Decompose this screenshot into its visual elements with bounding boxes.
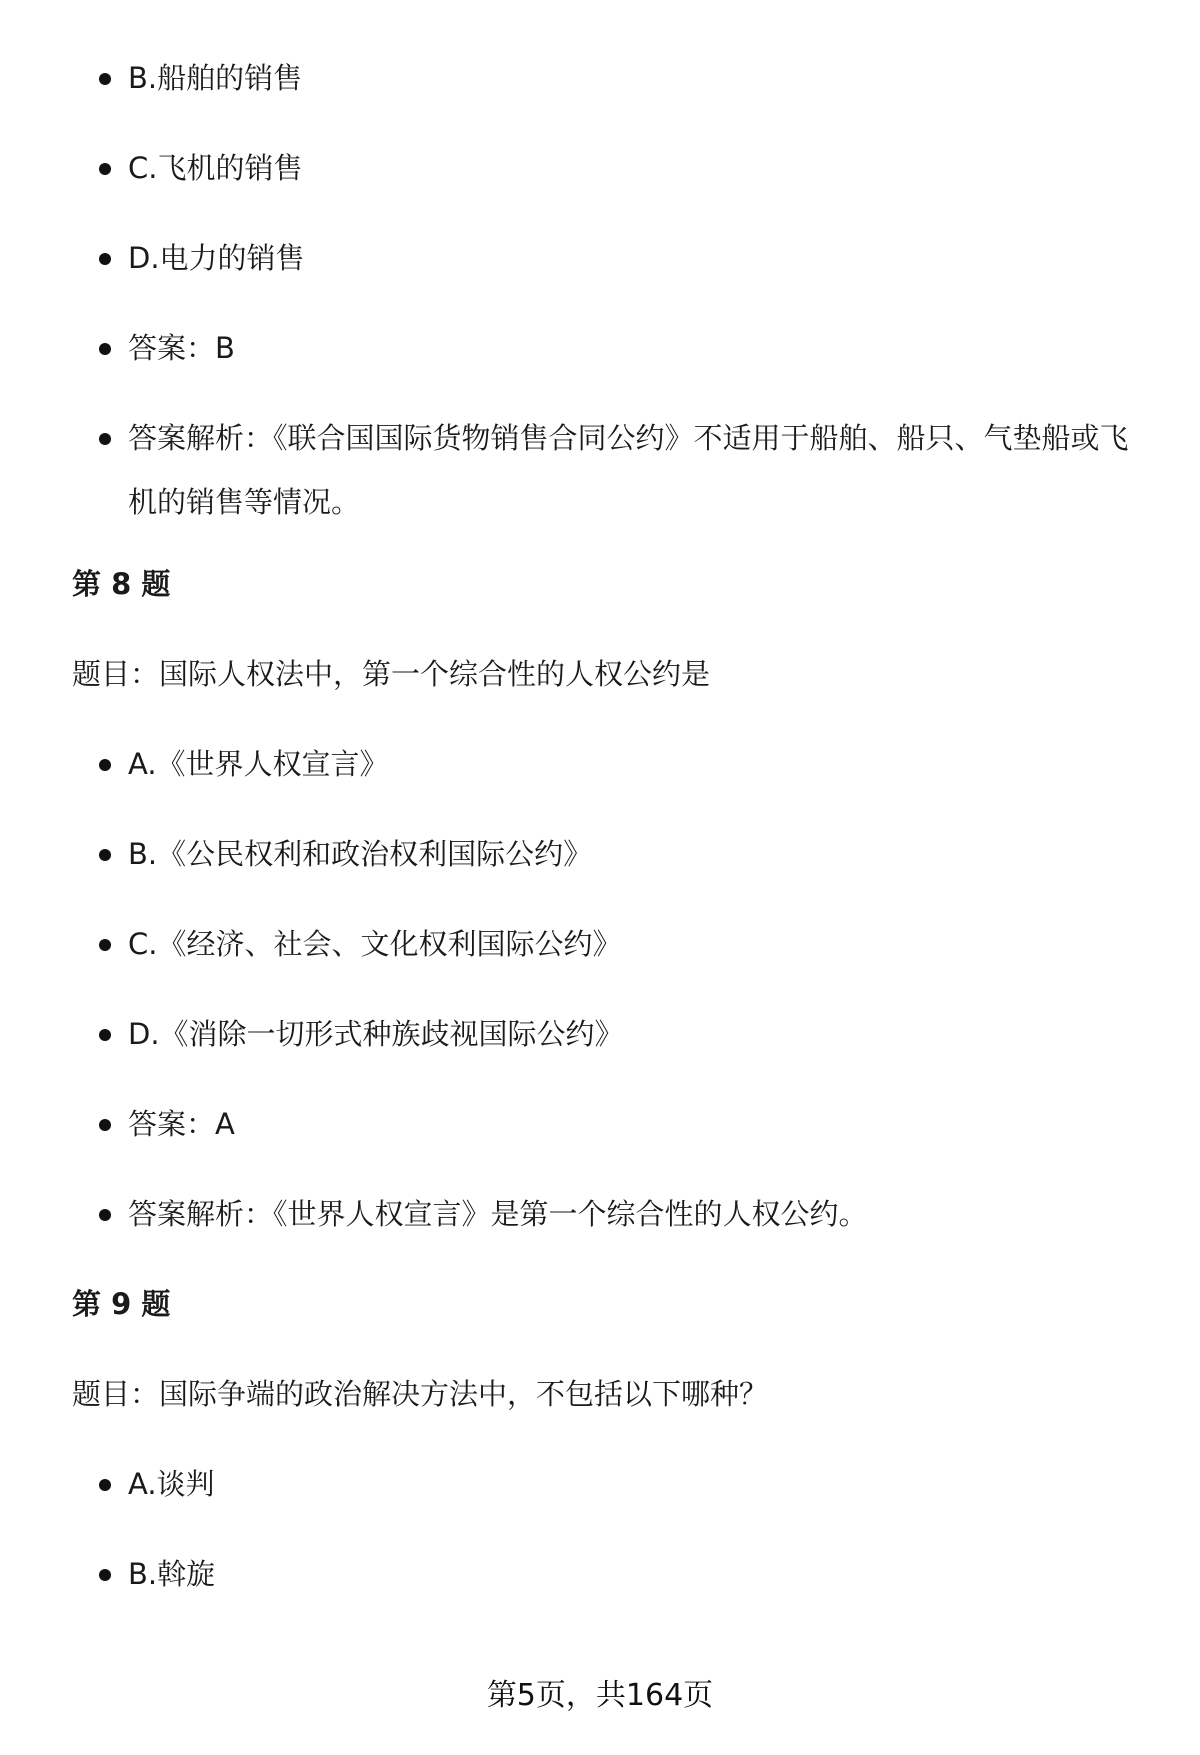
bullet-icon [99, 849, 111, 861]
option-list [72, 1466, 1152, 1592]
list-item: D.《消除一切形式种族歧视国际公约》 [72, 1016, 1152, 1052]
option-list [72, 60, 1152, 534]
answer-explanation-item: 答案解析：《联合国国际货物销售合同公约》不适用于船舶、船只、气垫船或飞机的销售等情况。 [72, 406, 1152, 534]
question-heading: 第 8 题 [72, 567, 171, 601]
list-item: A.《世界人权宣言》 [72, 746, 1152, 782]
bullet-icon [99, 1119, 111, 1131]
page-content [72, 60, 1152, 1646]
list-item: D.电力的销售 [72, 240, 1152, 276]
list-item: B.船舶的销售 [72, 60, 1152, 96]
bullet-icon [99, 1209, 111, 1221]
answer-item: 答案：A [72, 1106, 1152, 1142]
question-text: 题目：国际争端的政治解决方法中，不包括以下哪种？ [72, 1377, 769, 1411]
bullet-icon [99, 253, 111, 265]
question-heading: 第 9 题 [72, 1287, 171, 1321]
bullet-icon [99, 1029, 111, 1041]
list-item: A.谈判 [72, 1466, 1152, 1502]
bullet-icon [99, 1569, 111, 1581]
bullet-icon [99, 433, 111, 445]
bullet-icon [99, 1479, 111, 1491]
bullet-icon [99, 343, 111, 355]
answer-item: 答案：B [72, 330, 1152, 366]
bullet-icon [99, 163, 111, 175]
bullet-icon [99, 73, 111, 85]
list-item: B.《公民权利和政治权利国际公约》 [72, 836, 1152, 872]
option-list [72, 746, 1152, 1232]
list-item: C.飞机的销售 [72, 150, 1152, 186]
question-text: 题目：国际人权法中，第一个综合性的人权公约是 [72, 657, 711, 691]
bullet-icon [99, 759, 111, 771]
list-item: C.《经济、社会、文化权利国际公约》 [72, 926, 1152, 962]
answer-explanation-item: 答案解析：《世界人权宣言》是第一个综合性的人权公约。 [72, 1196, 1152, 1232]
list-item: B.斡旋 [72, 1556, 1152, 1592]
page-footer: 第5页，共164页 [486, 1678, 714, 1713]
bullet-icon [99, 939, 111, 951]
